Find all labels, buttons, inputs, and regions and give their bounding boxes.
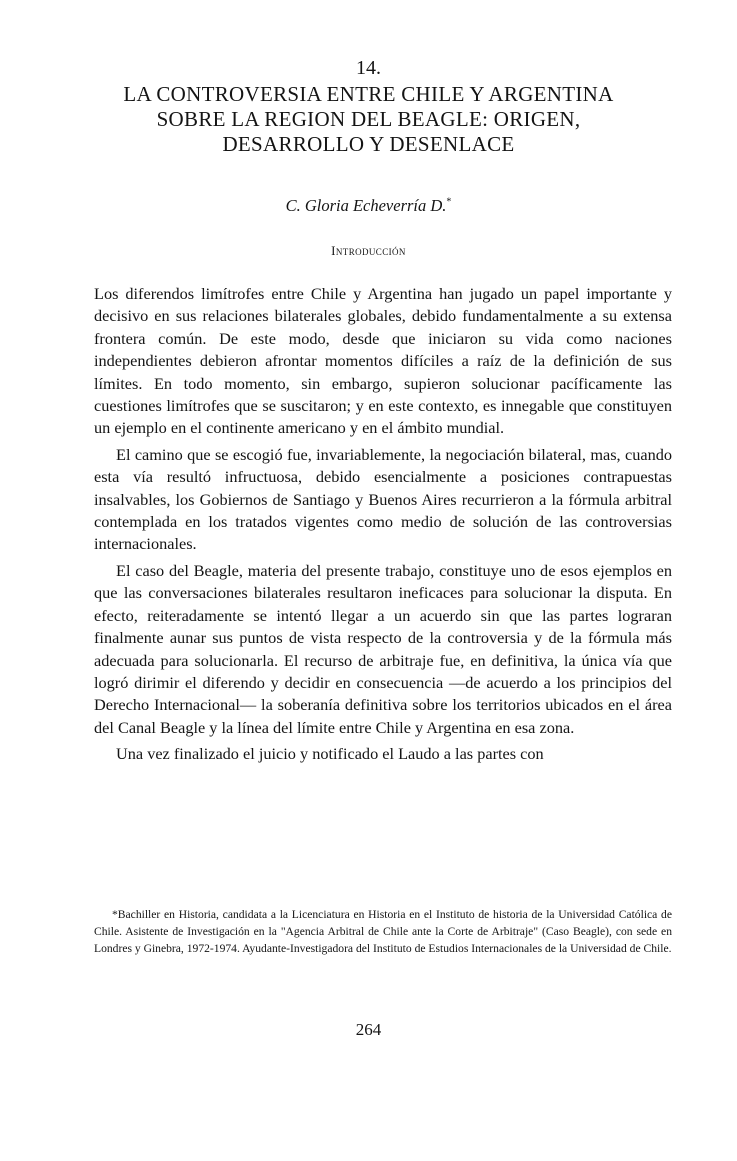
page-number: 264 bbox=[355, 1020, 382, 1039]
body-text bbox=[94, 283, 672, 770]
section-heading: Introducción bbox=[331, 243, 406, 258]
paragraph: El camino que se escogió fue, invariablemente, la negociación bilateral, mas, cuando esta vía resultó infructuosa, debido esencialmente a posiciones contrapuestas insalvables, los Gobiernos de Santiago y Buenos Aires recurrieron a la fórmula arbitral contemplada en los tratados vigentes como medio de solución de las controversias internacionales. bbox=[94, 444, 672, 554]
title-line: DESARROLLO Y DESENLACE bbox=[222, 132, 515, 156]
footnote: *Bachiller en Historia, candidata a la Licenciatura en Historia en el Instituto de historia de la Universidad Católica de Chile. Asistente de Investigación en la "Agencia Arbitral de Chile ante la Corte de Arbitraje" (Caso Beagle), con sede en Londres y Ginebra, 1972-1974. Ayudante-Investigadora del Instituto de Estudios Internacionales de la Universidad de Chile. bbox=[94, 908, 672, 955]
author-line bbox=[0, 196, 737, 216]
title-line: LA CONTROVERSIA ENTRE CHILE Y ARGENTINA bbox=[123, 82, 614, 106]
chapter-title bbox=[60, 82, 677, 157]
title-line: SOBRE LA REGION DEL BEAGLE: ORIGEN, bbox=[156, 107, 581, 131]
paragraph: Los diferendos limítrofes entre Chile y Argentina han jugado un papel importante y decisivo en sus relaciones bilaterales globales, debido fundamentalmente a su extensa frontera común. De este modo, desde que iniciaron su vida como naciones independientes debieron afrontar momentos difíciles a raíz de la definición de sus límites. En todo momento, sin embargo, supieron solucionar pacíficamente las cuestiones limítrofes que se suscitaron; y en este contexto, es innegable que constituyen un ejemplo en el continente americano y en el ámbito mundial. bbox=[94, 284, 672, 438]
chapter-number: 14. bbox=[356, 57, 381, 79]
author-name: C. Gloria Echeverría D. bbox=[285, 196, 447, 215]
paragraph: Una vez finalizado el juicio y notificado el Laudo a las partes con bbox=[116, 744, 544, 764]
footnote-marker: * bbox=[446, 196, 452, 208]
paragraph: El caso del Beagle, materia del presente trabajo, constituye uno de esos ejemplos en que las conversaciones bilaterales resultaron ineficaces para solucionar la disputa. En efecto, reiteradamente se intentó llegar a un acuerdo sin que las partes lograran finalmente aunar sus puntos de vista respecto de la controversia y de la fórmula más adecuada para solucionarla. El recurso de arbitraje fue, en definitiva, la única vía que logró dirimir el diferendo y decidir en consecuencia —de acuerdo a los principios del Derecho Internacional— la soberanía definitiva sobre los territorios ubicados en el área del Canal Beagle y la línea del límite entre Chile y Argentina en esa zona. bbox=[94, 560, 672, 737]
